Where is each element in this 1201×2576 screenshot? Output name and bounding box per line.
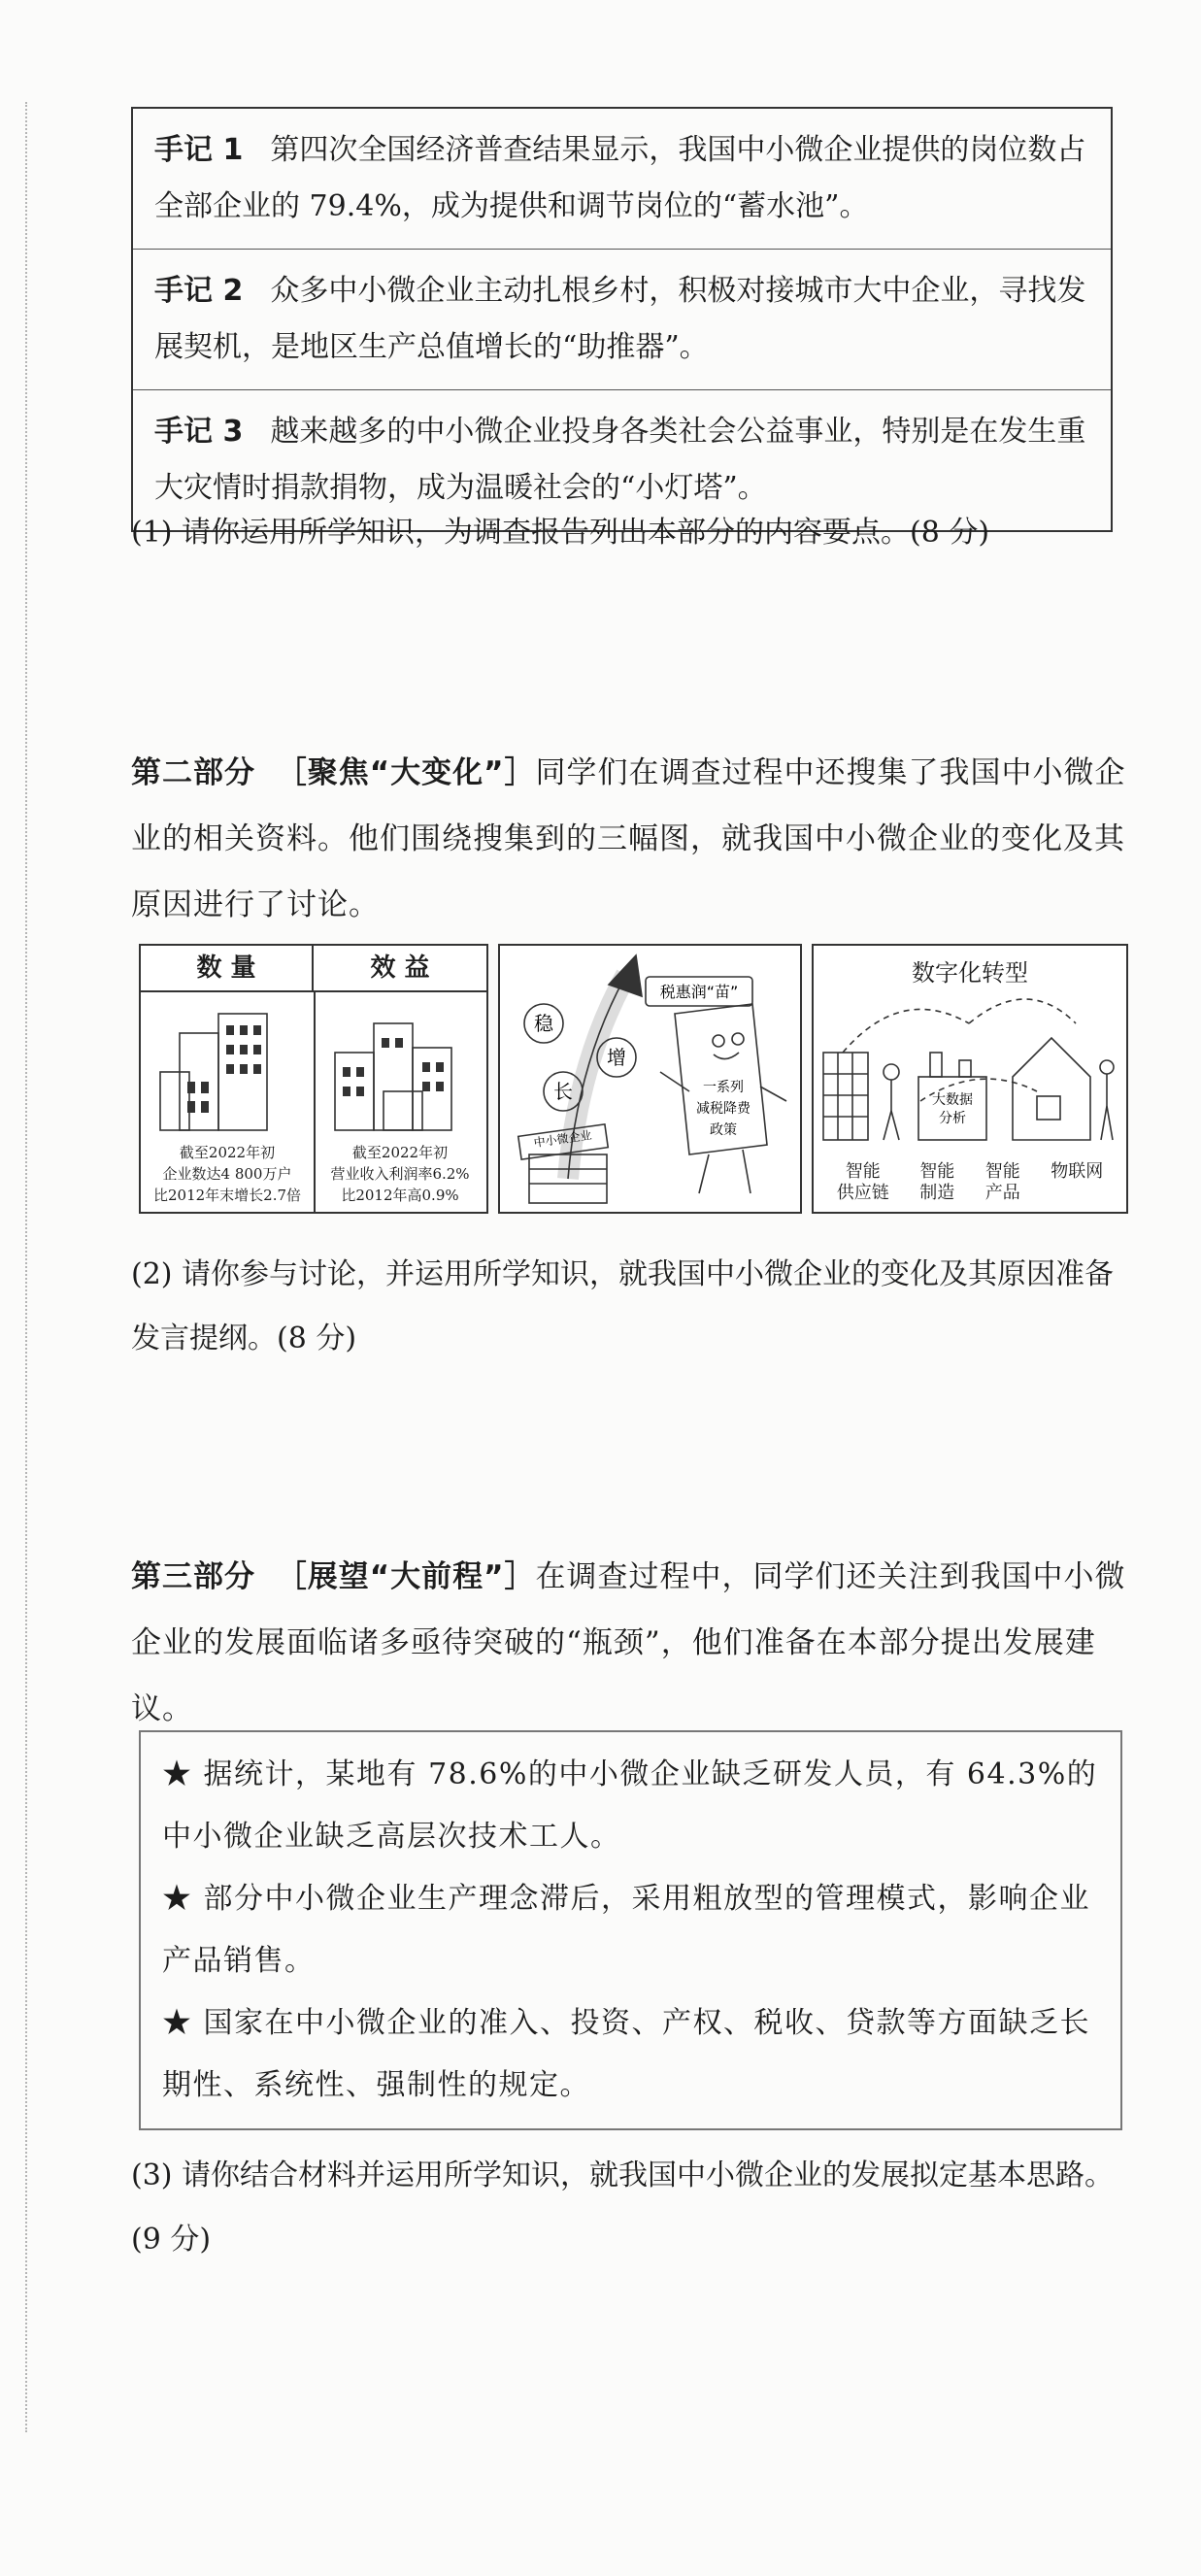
policy-line-2: 减税降费	[696, 1101, 751, 1117]
figure-caption-benefit: 截至2022年初 营业收入利润率6.2% 比2012年高0.9%	[330, 1144, 470, 1204]
bigdata-line-1: 大数据	[932, 1092, 973, 1108]
digital-labels	[821, 1161, 1118, 1204]
policy-line-3: 政策	[710, 1122, 737, 1138]
part-2-title: ［聚焦“大变化”］	[276, 755, 536, 790]
material-item: ★ 据统计，某地有 78.6%的中小微企业缺乏研发人员，有 64.3%的中小微企业缺乏高层次技术工人。	[162, 1757, 1098, 1854]
material-item: ★ 国家在中小微企业的准入、投资、产权、税收、贷款等方面缺乏长期性、系统性、强制性的规定。	[162, 2006, 1091, 2102]
note-label: 手记 1	[154, 133, 244, 167]
note-text: 第四次全国经济普查结果显示，我国中小微企业提供的岗位数占全部企业的 79.4%，成为提供和调节岗位的“蓄水池”。	[154, 133, 1086, 223]
bigdata-line-2: 分析	[939, 1111, 966, 1126]
figure-header-benefit: 效 益	[314, 946, 486, 992]
word-growth: 长	[553, 1080, 573, 1103]
note-label: 手记 3	[154, 415, 244, 449]
part-3-text: 在调查过程中，同学们还关注到我国中小微企业的发展面临诸多亟待突破的“瓶颈”，他们准备在本部分提出发展建议。	[131, 1559, 1126, 1726]
label-iot: 物联网	[1051, 1161, 1104, 1182]
note-text: 越来越多的中小微企业投身各类社会公益事业，特别是在发生重大灾情时捐款捐物，成为温暖社会的“小灯塔”。	[154, 415, 1086, 505]
question-1: (1) 请你运用所学知识，为调查报告列出本部分的内容要点。(8 分)	[131, 516, 990, 550]
note-label: 手记 2	[154, 274, 244, 308]
question-3: (3) 请你结合材料并运用所学知识，就我国中小微企业的发展拟定基本思路。(9 分)	[131, 2158, 1115, 2257]
margin-dotted-line	[25, 102, 27, 2432]
part-3-intro	[131, 1544, 1131, 1742]
digital-illustration	[814, 985, 1126, 1150]
note-text: 众多中小微企业主动扎根乡村，积极对接城市大中企业，寻找发展契机，是地区生产总值增长的“助推器”。	[154, 274, 1086, 364]
word-increase: 增	[607, 1046, 626, 1069]
figure-tax-policy	[498, 944, 802, 1214]
figure-header-quantity: 数 量	[141, 946, 314, 992]
part-3-heading: 第三部分	[131, 1559, 255, 1594]
figure-digital-transformation	[812, 944, 1128, 1214]
label-smart-product: 智能 产品	[984, 1161, 1020, 1203]
label-smart-supply-chain: 智能 供应链	[836, 1161, 889, 1203]
material-item: ★ 部分中小微企业生产理念滞后，采用粗放型的管理模式，影响企业产品销售。	[162, 1882, 1091, 1978]
sme-plaque: 中小微企业	[532, 1127, 593, 1151]
part-2-heading: 第二部分	[131, 755, 255, 790]
part-2-text: 同学们在调查过程中还搜集了我国中小微企业的相关资料。他们围绕搜集到的三幅图，就我国中小微企业的变化及其原因进行了讨论。	[131, 755, 1126, 922]
tax-sign: 税惠润“苗”	[659, 983, 739, 1001]
word-stable: 稳	[534, 1012, 553, 1035]
figure-caption-quantity: 截至2022年初 企业数达4 800万户 比2012年末增长2.7倍	[152, 1144, 302, 1204]
buildings-illustration	[141, 994, 486, 1140]
materials-box	[139, 1730, 1122, 2130]
question-2: (2) 请你参与讨论，并运用所学知识，就我国中小微企业的变化及其原因准备发言提纲。(8 分)	[131, 1257, 1115, 1355]
digital-title: 数字化转型	[912, 959, 1028, 987]
part-3-title: ［展望“大前程”］	[276, 1559, 536, 1594]
policy-line-1: 一系列	[703, 1080, 744, 1095]
tax-policy-illustration	[500, 946, 800, 1212]
note-2	[133, 250, 1111, 390]
figure-quantity-benefit	[139, 944, 488, 1214]
notes-table	[131, 107, 1113, 532]
part-2-intro	[131, 740, 1131, 938]
label-smart-manufacturing: 智能 制造	[919, 1161, 955, 1203]
note-1	[133, 109, 1111, 250]
